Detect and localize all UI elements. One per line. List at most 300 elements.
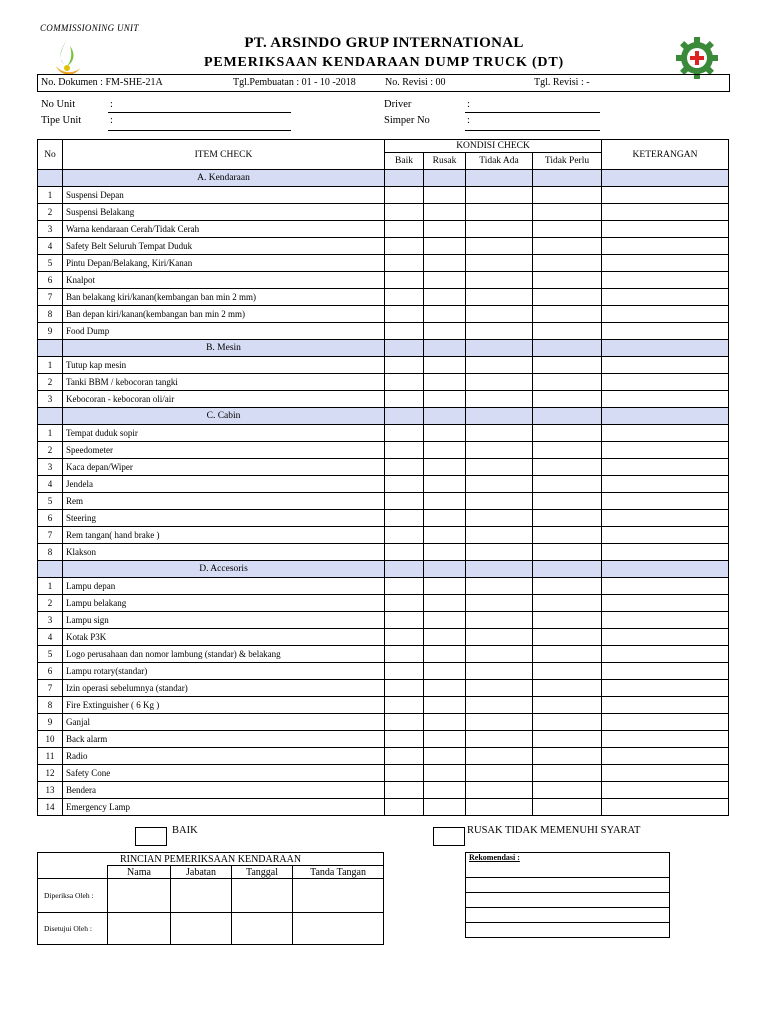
check-cell-tidak-ada[interactable] <box>466 663 533 680</box>
check-cell-baik[interactable] <box>385 544 424 561</box>
check-cell-tidak-perlu[interactable] <box>533 238 602 255</box>
check-cell-baik[interactable] <box>385 612 424 629</box>
item-label: Safety Belt Seluruh Tempat Duduk <box>63 238 385 255</box>
check-cell-keterangan[interactable] <box>602 272 729 289</box>
section-cell <box>466 561 533 578</box>
check-cell-tidak-perlu[interactable] <box>533 527 602 544</box>
checklist-row <box>38 374 729 391</box>
check-cell-rusak[interactable] <box>424 527 466 544</box>
sig-cell[interactable] <box>293 913 384 945</box>
simper-no-field[interactable] <box>465 119 600 131</box>
col-header-tidak-perlu: Tidak Perlu <box>533 153 602 170</box>
check-cell-tidak-perlu[interactable] <box>533 442 602 459</box>
item-label: Lampu belakang <box>63 595 385 612</box>
check-cell-tidak-perlu[interactable] <box>533 255 602 272</box>
check-cell-rusak[interactable] <box>424 680 466 697</box>
check-cell-baik[interactable] <box>385 221 424 238</box>
item-label: Kebocoran - kebocoran oli/air <box>63 391 385 408</box>
check-cell-tidak-ada[interactable] <box>466 272 533 289</box>
check-cell-tidak-ada[interactable] <box>466 357 533 374</box>
check-cell-tidak-perlu[interactable] <box>533 680 602 697</box>
check-cell-keterangan[interactable] <box>602 731 729 748</box>
item-label: Lampu rotary(standar) <box>63 663 385 680</box>
section-cell <box>602 561 729 578</box>
checklist-row <box>38 748 729 765</box>
section-cell <box>38 340 63 357</box>
check-cell-tidak-perlu[interactable] <box>533 714 602 731</box>
checklist-row <box>38 306 729 323</box>
checklist-row <box>38 323 729 340</box>
check-cell-keterangan[interactable] <box>602 221 729 238</box>
check-cell-tidak-perlu[interactable] <box>533 357 602 374</box>
checklist-row <box>38 510 729 527</box>
check-cell-keterangan[interactable] <box>602 391 729 408</box>
rekomendasi-line[interactable] <box>466 878 670 893</box>
check-cell-rusak[interactable] <box>424 476 466 493</box>
check-cell-keterangan[interactable] <box>602 238 729 255</box>
check-cell-tidak-perlu[interactable] <box>533 629 602 646</box>
check-cell-rusak[interactable] <box>424 289 466 306</box>
col-header-tidak-ada: Tidak Ada <box>466 153 533 170</box>
item-number: 9 <box>38 714 63 731</box>
check-cell-rusak[interactable] <box>424 578 466 595</box>
check-cell-rusak[interactable] <box>424 442 466 459</box>
col-header-no: No <box>38 140 63 170</box>
form-title: PEMERIKSAAN KENDARAAN DUMP TRUCK (DT) <box>204 55 564 70</box>
sig-cell[interactable] <box>171 913 232 945</box>
check-cell-keterangan[interactable] <box>602 612 729 629</box>
check-cell-rusak[interactable] <box>424 306 466 323</box>
check-cell-tidak-ada[interactable] <box>466 714 533 731</box>
check-cell-baik[interactable] <box>385 731 424 748</box>
check-cell-baik[interactable] <box>385 238 424 255</box>
checklist-row <box>38 187 729 204</box>
item-number: 5 <box>38 493 63 510</box>
section-cell <box>424 561 466 578</box>
section-cell <box>533 170 602 187</box>
tipe-unit-colon: : <box>110 115 113 126</box>
check-cell-tidak-ada[interactable] <box>466 646 533 663</box>
checklist-row <box>38 476 729 493</box>
rekomendasi-label: Rekomendasi : <box>466 853 670 878</box>
check-cell-keterangan[interactable] <box>602 510 729 527</box>
tipe-unit-label: Tipe Unit <box>41 115 82 126</box>
check-cell-baik[interactable] <box>385 442 424 459</box>
check-cell-tidak-ada[interactable] <box>466 578 533 595</box>
driver-field[interactable] <box>465 101 600 113</box>
check-cell-tidak-ada[interactable] <box>466 391 533 408</box>
check-cell-rusak[interactable] <box>424 221 466 238</box>
check-cell-tidak-ada[interactable] <box>466 323 533 340</box>
check-cell-rusak[interactable] <box>424 714 466 731</box>
checklist-row <box>38 272 729 289</box>
sig-cell[interactable] <box>108 879 171 913</box>
legend-rusak-checkbox[interactable] <box>433 827 465 846</box>
item-label: Warna kendaraan Cerah/Tidak Cerah <box>63 221 385 238</box>
check-cell-rusak[interactable] <box>424 238 466 255</box>
item-number: 14 <box>38 799 63 816</box>
sig-row-disetujui: Disetujui Oleh : <box>38 913 108 945</box>
item-number: 9 <box>38 323 63 340</box>
check-cell-keterangan[interactable] <box>602 544 729 561</box>
check-cell-tidak-perlu[interactable] <box>533 323 602 340</box>
check-cell-keterangan[interactable] <box>602 714 729 731</box>
check-cell-tidak-ada[interactable] <box>466 680 533 697</box>
tipe-unit-field[interactable] <box>108 119 291 131</box>
section-cell <box>602 170 729 187</box>
checklist-row <box>38 459 729 476</box>
check-cell-baik[interactable] <box>385 527 424 544</box>
item-label: Pintu Depan/Belakang, Kiri/Kanan <box>63 255 385 272</box>
check-cell-baik[interactable] <box>385 799 424 816</box>
item-number: 13 <box>38 782 63 799</box>
check-cell-tidak-perlu[interactable] <box>533 204 602 221</box>
check-cell-baik[interactable] <box>385 306 424 323</box>
check-cell-tidak-perlu[interactable] <box>533 782 602 799</box>
col-header-keterangan: KETERANGAN <box>602 140 729 170</box>
check-cell-tidak-perlu[interactable] <box>533 374 602 391</box>
check-cell-keterangan[interactable] <box>602 476 729 493</box>
rekomendasi-line[interactable] <box>466 908 670 923</box>
check-cell-baik[interactable] <box>385 493 424 510</box>
doc-number: No. Dokumen : FM-SHE-21A <box>41 77 163 88</box>
sig-cell[interactable] <box>293 879 384 913</box>
legend-baik-checkbox[interactable] <box>135 827 167 846</box>
check-cell-rusak[interactable] <box>424 612 466 629</box>
check-cell-tidak-perlu[interactable] <box>533 646 602 663</box>
legend-baik-label: BAIK <box>172 825 198 836</box>
simper-no-label: Simper No <box>384 115 430 126</box>
check-cell-baik[interactable] <box>385 357 424 374</box>
section-cell <box>602 408 729 425</box>
check-cell-keterangan[interactable] <box>602 255 729 272</box>
item-number: 1 <box>38 357 63 374</box>
check-cell-baik[interactable] <box>385 595 424 612</box>
check-cell-baik[interactable] <box>385 765 424 782</box>
item-label: Knalpot <box>63 272 385 289</box>
item-number: 8 <box>38 544 63 561</box>
check-cell-keterangan[interactable] <box>602 306 729 323</box>
simper-no-colon: : <box>467 115 470 126</box>
check-cell-rusak[interactable] <box>424 731 466 748</box>
item-number: 4 <box>38 238 63 255</box>
section-cell <box>602 340 729 357</box>
check-cell-rusak[interactable] <box>424 544 466 561</box>
check-cell-keterangan[interactable] <box>602 425 729 442</box>
check-cell-baik[interactable] <box>385 255 424 272</box>
item-number: 12 <box>38 765 63 782</box>
item-label: Ban depan kiri/kanan(kembangan ban min 2 mm) <box>63 306 385 323</box>
doc-created-date: Tgl.Pembuatan : 01 - 10 -2018 <box>233 77 356 88</box>
check-cell-tidak-ada[interactable] <box>466 204 533 221</box>
section-cell <box>385 408 424 425</box>
check-cell-keterangan[interactable] <box>602 357 729 374</box>
check-cell-baik[interactable] <box>385 187 424 204</box>
check-cell-keterangan[interactable] <box>602 323 729 340</box>
check-cell-rusak[interactable] <box>424 323 466 340</box>
check-cell-rusak[interactable] <box>424 629 466 646</box>
check-cell-baik[interactable] <box>385 782 424 799</box>
item-label: Fire Extinguisher ( 6 Kg ) <box>63 697 385 714</box>
check-cell-tidak-ada[interactable] <box>466 595 533 612</box>
check-cell-tidak-perlu[interactable] <box>533 799 602 816</box>
section-title: C. Cabin <box>63 408 385 425</box>
checklist-row <box>38 357 729 374</box>
item-label: Bendera <box>63 782 385 799</box>
check-cell-tidak-ada[interactable] <box>466 374 533 391</box>
check-cell-rusak[interactable] <box>424 697 466 714</box>
check-cell-tidak-ada[interactable] <box>466 765 533 782</box>
sig-col-tanggal: Tanggal <box>232 866 293 879</box>
section-title: D. Accesoris <box>63 561 385 578</box>
check-cell-tidak-ada[interactable] <box>466 476 533 493</box>
item-number: 7 <box>38 680 63 697</box>
driver-colon: : <box>467 99 470 110</box>
check-cell-tidak-ada[interactable] <box>466 697 533 714</box>
item-label: Kaca depan/Wiper <box>63 459 385 476</box>
check-cell-tidak-perlu[interactable] <box>533 459 602 476</box>
checklist-row <box>38 391 729 408</box>
item-label: Klakson <box>63 544 385 561</box>
check-cell-tidak-ada[interactable] <box>466 255 533 272</box>
item-label: Steering <box>63 510 385 527</box>
check-cell-baik[interactable] <box>385 680 424 697</box>
item-label: Food Dump <box>63 323 385 340</box>
section-cell <box>533 561 602 578</box>
check-cell-rusak[interactable] <box>424 765 466 782</box>
check-cell-tidak-ada[interactable] <box>466 544 533 561</box>
legend-rusak-label: RUSAK TIDAK MEMENUHI SYARAT <box>467 825 641 836</box>
section-title: B. Mesin <box>63 340 385 357</box>
check-cell-tidak-perlu[interactable] <box>533 306 602 323</box>
check-cell-keterangan[interactable] <box>602 204 729 221</box>
item-number: 6 <box>38 663 63 680</box>
check-cell-tidak-perlu[interactable] <box>533 748 602 765</box>
checklist-row <box>38 680 729 697</box>
check-cell-keterangan[interactable] <box>602 527 729 544</box>
check-cell-tidak-ada[interactable] <box>466 289 533 306</box>
check-cell-keterangan[interactable] <box>602 680 729 697</box>
check-cell-baik[interactable] <box>385 748 424 765</box>
check-cell-keterangan[interactable] <box>602 646 729 663</box>
check-cell-keterangan[interactable] <box>602 748 729 765</box>
check-cell-rusak[interactable] <box>424 663 466 680</box>
checklist-row <box>38 527 729 544</box>
check-cell-rusak[interactable] <box>424 748 466 765</box>
check-cell-baik[interactable] <box>385 289 424 306</box>
check-cell-rusak[interactable] <box>424 493 466 510</box>
check-cell-tidak-perlu[interactable] <box>533 544 602 561</box>
item-number: 1 <box>38 425 63 442</box>
sig-cell[interactable] <box>232 913 293 945</box>
section-cell <box>533 340 602 357</box>
check-cell-rusak[interactable] <box>424 425 466 442</box>
check-cell-tidak-ada[interactable] <box>466 799 533 816</box>
check-cell-keterangan[interactable] <box>602 595 729 612</box>
check-cell-keterangan[interactable] <box>602 442 729 459</box>
check-cell-tidak-perlu[interactable] <box>533 595 602 612</box>
document-info-row <box>37 74 730 92</box>
section-cell <box>385 561 424 578</box>
check-cell-keterangan[interactable] <box>602 289 729 306</box>
check-cell-rusak[interactable] <box>424 782 466 799</box>
checklist-row <box>38 765 729 782</box>
check-cell-keterangan[interactable] <box>602 459 729 476</box>
sig-col-nama: Nama <box>108 866 171 879</box>
item-label: Ban belakang kiri/kanan(kembangan ban min 2 mm) <box>63 289 385 306</box>
check-cell-tidak-ada[interactable] <box>466 527 533 544</box>
check-cell-keterangan[interactable] <box>602 697 729 714</box>
item-label: Rem <box>63 493 385 510</box>
check-cell-rusak[interactable] <box>424 510 466 527</box>
check-cell-tidak-ada[interactable] <box>466 748 533 765</box>
sig-cell[interactable] <box>108 913 171 945</box>
check-cell-tidak-ada[interactable] <box>466 442 533 459</box>
col-header-item-check: ITEM CHECK <box>63 140 385 170</box>
inspection-checklist-table <box>37 139 729 816</box>
check-cell-baik[interactable] <box>385 663 424 680</box>
check-cell-tidak-perlu[interactable] <box>533 221 602 238</box>
check-cell-baik[interactable] <box>385 697 424 714</box>
rekomendasi-table <box>465 852 670 938</box>
check-cell-rusak[interactable] <box>424 204 466 221</box>
check-cell-keterangan[interactable] <box>602 799 729 816</box>
check-cell-tidak-perlu[interactable] <box>533 663 602 680</box>
item-number: 6 <box>38 510 63 527</box>
check-cell-keterangan[interactable] <box>602 493 729 510</box>
check-cell-tidak-ada[interactable] <box>466 782 533 799</box>
doc-revision-date: Tgl. Revisi : - <box>534 77 590 88</box>
item-number: 3 <box>38 391 63 408</box>
item-number: 2 <box>38 204 63 221</box>
checklist-row <box>38 663 729 680</box>
check-cell-tidak-ada[interactable] <box>466 238 533 255</box>
check-cell-keterangan[interactable] <box>602 187 729 204</box>
check-cell-keterangan[interactable] <box>602 578 729 595</box>
item-number: 11 <box>38 748 63 765</box>
item-number: 2 <box>38 374 63 391</box>
no-unit-label: No Unit <box>41 99 76 110</box>
check-cell-keterangan[interactable] <box>602 782 729 799</box>
check-cell-tidak-perlu[interactable] <box>533 493 602 510</box>
sig-cell[interactable] <box>171 879 232 913</box>
rekomendasi-line[interactable] <box>466 923 670 938</box>
check-cell-baik[interactable] <box>385 323 424 340</box>
check-cell-tidak-perlu[interactable] <box>533 578 602 595</box>
item-label: Lampu sign <box>63 612 385 629</box>
check-cell-baik[interactable] <box>385 459 424 476</box>
check-cell-rusak[interactable] <box>424 272 466 289</box>
check-cell-rusak[interactable] <box>424 187 466 204</box>
check-cell-rusak[interactable] <box>424 799 466 816</box>
check-cell-tidak-perlu[interactable] <box>533 289 602 306</box>
signature-title: RINCIAN PEMERIKSAAN KENDARAAN <box>38 853 384 866</box>
check-cell-tidak-perlu[interactable] <box>533 476 602 493</box>
check-cell-rusak[interactable] <box>424 357 466 374</box>
check-cell-tidak-perlu[interactable] <box>533 731 602 748</box>
check-cell-baik[interactable] <box>385 646 424 663</box>
check-cell-tidak-perlu[interactable] <box>533 697 602 714</box>
section-cell <box>38 408 63 425</box>
item-label: Tanki BBM / kebocoran tangki <box>63 374 385 391</box>
check-cell-keterangan[interactable] <box>602 629 729 646</box>
check-cell-baik[interactable] <box>385 714 424 731</box>
check-cell-baik[interactable] <box>385 272 424 289</box>
check-cell-baik[interactable] <box>385 425 424 442</box>
rekomendasi-line[interactable] <box>466 893 670 908</box>
item-number: 1 <box>38 578 63 595</box>
item-number: 2 <box>38 595 63 612</box>
checklist-row <box>38 595 729 612</box>
check-cell-tidak-ada[interactable] <box>466 306 533 323</box>
check-cell-tidak-ada[interactable] <box>466 187 533 204</box>
no-unit-field[interactable] <box>108 101 291 113</box>
check-cell-tidak-perlu[interactable] <box>533 425 602 442</box>
check-cell-tidak-ada[interactable] <box>466 221 533 238</box>
item-label: Safety Cone <box>63 765 385 782</box>
item-number: 4 <box>38 476 63 493</box>
checklist-row <box>38 612 729 629</box>
item-label: Emergency Lamp <box>63 799 385 816</box>
check-cell-tidak-ada[interactable] <box>466 731 533 748</box>
check-cell-tidak-ada[interactable] <box>466 493 533 510</box>
check-cell-keterangan[interactable] <box>602 663 729 680</box>
check-cell-tidak-perlu[interactable] <box>533 612 602 629</box>
section-cell <box>385 170 424 187</box>
check-cell-baik[interactable] <box>385 578 424 595</box>
commissioning-unit-label: COMMISSIONING UNIT <box>40 23 139 33</box>
col-header-rusak: Rusak <box>424 153 466 170</box>
item-number: 3 <box>38 459 63 476</box>
check-cell-rusak[interactable] <box>424 459 466 476</box>
check-cell-tidak-ada[interactable] <box>466 510 533 527</box>
check-cell-tidak-ada[interactable] <box>466 459 533 476</box>
checklist-row <box>38 221 729 238</box>
check-cell-baik[interactable] <box>385 391 424 408</box>
check-cell-tidak-perlu[interactable] <box>533 187 602 204</box>
check-cell-baik[interactable] <box>385 629 424 646</box>
check-cell-rusak[interactable] <box>424 595 466 612</box>
item-label: Tutup kap mesin <box>63 357 385 374</box>
check-cell-tidak-perlu[interactable] <box>533 510 602 527</box>
check-cell-rusak[interactable] <box>424 646 466 663</box>
check-cell-baik[interactable] <box>385 374 424 391</box>
check-cell-keterangan[interactable] <box>602 374 729 391</box>
check-cell-baik[interactable] <box>385 204 424 221</box>
check-cell-baik[interactable] <box>385 476 424 493</box>
item-number: 5 <box>38 646 63 663</box>
check-cell-tidak-perlu[interactable] <box>533 272 602 289</box>
check-cell-keterangan[interactable] <box>602 765 729 782</box>
sig-cell[interactable] <box>232 879 293 913</box>
check-cell-tidak-perlu[interactable] <box>533 391 602 408</box>
check-cell-tidak-ada[interactable] <box>466 612 533 629</box>
check-cell-baik[interactable] <box>385 510 424 527</box>
item-label: Lampu depan <box>63 578 385 595</box>
check-cell-rusak[interactable] <box>424 391 466 408</box>
check-cell-tidak-perlu[interactable] <box>533 765 602 782</box>
section-header-row <box>38 408 729 425</box>
item-number: 7 <box>38 527 63 544</box>
section-cell <box>466 340 533 357</box>
check-cell-tidak-ada[interactable] <box>466 425 533 442</box>
check-cell-rusak[interactable] <box>424 374 466 391</box>
checklist-row <box>38 442 729 459</box>
check-cell-rusak[interactable] <box>424 255 466 272</box>
section-cell <box>38 170 63 187</box>
check-cell-tidak-ada[interactable] <box>466 629 533 646</box>
checklist-row <box>38 799 729 816</box>
